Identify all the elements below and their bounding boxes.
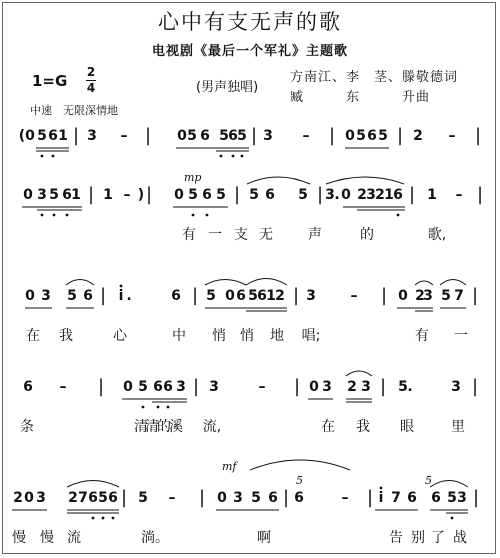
bar-line: | xyxy=(250,125,258,146)
note: 5 xyxy=(356,128,366,144)
bar-line: | xyxy=(144,125,152,146)
score-line-2 xyxy=(0,171,500,247)
bar-line: | xyxy=(198,487,206,508)
note: – xyxy=(59,379,67,395)
bar-line: | xyxy=(191,285,199,306)
note: – xyxy=(341,490,349,506)
lyric-syllable: 歌, xyxy=(427,227,447,243)
note: 5 xyxy=(398,379,408,395)
note: 2 xyxy=(68,490,78,506)
note: 6 xyxy=(202,187,212,203)
note: 3 xyxy=(209,379,219,395)
lyric-syllable: 别 xyxy=(411,530,425,546)
lyric-syllable: 战 xyxy=(453,530,467,546)
note: 3 xyxy=(325,187,335,203)
note: 5 xyxy=(249,187,259,203)
note: 5 xyxy=(441,288,451,304)
note: 6 xyxy=(393,187,403,203)
note: 6 xyxy=(83,288,93,304)
note: 3 xyxy=(306,288,316,304)
note: 2 xyxy=(275,288,285,304)
lyric-syllable: 清 xyxy=(134,419,148,435)
note: 3 xyxy=(366,187,376,203)
note: – xyxy=(120,128,128,144)
note: 0 xyxy=(345,128,355,144)
bar-line: | xyxy=(192,376,200,397)
note: 6 xyxy=(367,128,377,144)
lyric-syllable: 在 xyxy=(26,328,40,344)
note: 6 xyxy=(62,187,72,203)
note: 2 xyxy=(415,288,425,304)
lyric-syllable: 淌。 xyxy=(141,530,169,546)
note: 7 xyxy=(391,490,401,506)
lyric-syllable: 有 xyxy=(415,328,429,344)
note: 0 xyxy=(309,379,319,395)
lyric-syllable: 溪 xyxy=(169,419,183,435)
tempo-marking: 中速 无限深情地 xyxy=(30,104,118,117)
bar-line: | xyxy=(408,184,416,205)
lyric-syllable: 清 xyxy=(145,419,159,435)
note: 2 xyxy=(347,379,357,395)
note: 3 xyxy=(36,490,46,506)
note: 7 xyxy=(454,288,464,304)
note: 3 xyxy=(451,379,461,395)
note: 6 xyxy=(108,490,118,506)
score-line-5 xyxy=(0,460,500,550)
note: 0 xyxy=(25,128,35,144)
note: 5 xyxy=(378,128,388,144)
lyric-syllable: 心 xyxy=(113,328,127,344)
note: – xyxy=(455,187,463,203)
note: 3 xyxy=(37,187,47,203)
note: 7 xyxy=(78,490,88,506)
lyric-syllable: 我 xyxy=(59,328,73,344)
note: 5 xyxy=(37,128,47,144)
note: 6 xyxy=(236,288,246,304)
dynamic-mark: 5 xyxy=(296,474,303,487)
note: 6 xyxy=(431,490,441,506)
bar-line: | xyxy=(476,184,484,205)
note: 3 xyxy=(322,379,332,395)
note: 2 xyxy=(375,187,385,203)
note: 0 xyxy=(23,187,33,203)
note: 6 xyxy=(48,128,58,144)
bar-line: | xyxy=(471,376,479,397)
note: 0 xyxy=(398,288,408,304)
note: ( xyxy=(18,128,26,144)
note: . xyxy=(334,187,340,203)
dynamic-mark: mf xyxy=(222,460,237,473)
bar-line: | xyxy=(366,487,374,508)
lyric-syllable: 里 xyxy=(451,419,465,435)
lyric-syllable: 的 xyxy=(157,419,171,435)
bar-line: | xyxy=(282,487,290,508)
note: 5 xyxy=(216,187,226,203)
composer-credit: 臧 东 升曲 xyxy=(290,90,431,105)
note: 3 xyxy=(41,288,51,304)
note: 6 xyxy=(163,379,173,395)
lyric-syllable: 无 xyxy=(259,227,273,243)
bar-line: | xyxy=(233,184,241,205)
lyricist-credit: 方南江、李 茎、滕敬德词 xyxy=(290,70,459,85)
bar-line: | xyxy=(379,376,387,397)
note: 1 xyxy=(266,288,276,304)
note: i xyxy=(118,288,124,304)
note: 5 xyxy=(248,288,258,304)
lyric-syllable: 中 xyxy=(172,328,186,344)
bar-line: | xyxy=(293,376,301,397)
bar-line: | xyxy=(396,125,404,146)
note: 6 xyxy=(200,128,210,144)
lyric-syllable: 慢 xyxy=(12,530,26,546)
note: 6 xyxy=(23,379,33,395)
note: 5 xyxy=(298,187,308,203)
note: – xyxy=(302,128,310,144)
note: – xyxy=(350,288,358,304)
note: 0 xyxy=(174,187,184,203)
time-signature xyxy=(86,66,96,95)
score-line-4 xyxy=(0,376,500,439)
note: 5 xyxy=(237,128,247,144)
note: . xyxy=(126,288,132,304)
note: 1 xyxy=(384,187,394,203)
meter-top: 2 xyxy=(86,65,96,79)
bar-line: | xyxy=(292,285,300,306)
note: . xyxy=(407,379,413,395)
lyric-syllable: 眼 xyxy=(400,419,414,435)
note: i xyxy=(378,490,384,506)
lyric-syllable: 的 xyxy=(360,227,374,243)
score-line-3 xyxy=(0,285,500,348)
score-line-1 xyxy=(0,125,500,188)
bar-line: | xyxy=(87,184,95,205)
song-title: 心中有支无声的歌 xyxy=(158,10,342,34)
note: 5 xyxy=(138,379,148,395)
bar-line: | xyxy=(471,285,479,306)
voice-type: (男声独唱) xyxy=(196,80,259,95)
bar-line: | xyxy=(328,125,336,146)
lyric-syllable: 在 xyxy=(321,419,335,435)
note: 5 xyxy=(138,490,148,506)
note: 3 xyxy=(87,128,97,144)
note: 6 xyxy=(407,490,417,506)
key-signature: 1=G xyxy=(32,72,68,90)
note: 2 xyxy=(13,490,23,506)
note: – xyxy=(448,128,456,144)
lyric-syllable: 了 xyxy=(431,530,445,546)
note: 1 xyxy=(427,187,437,203)
note: – xyxy=(123,187,131,203)
note: 0 xyxy=(25,288,35,304)
lyric-syllable: 一 xyxy=(208,227,222,243)
note: 3 xyxy=(233,490,243,506)
dynamic-mark: mp xyxy=(184,171,202,184)
lyric-syllable: 一 xyxy=(454,328,468,344)
note: 5 xyxy=(447,490,457,506)
lyric-syllable: 流, xyxy=(202,419,222,435)
note: 0 xyxy=(24,490,34,506)
note: 0 xyxy=(177,128,187,144)
lyric-syllable: 我 xyxy=(356,419,370,435)
bar-line: | xyxy=(120,487,128,508)
note: 3 xyxy=(176,379,186,395)
note: 3 xyxy=(423,288,433,304)
bar-line: | xyxy=(99,285,107,306)
note: 6 xyxy=(171,288,181,304)
note: 0 xyxy=(217,490,227,506)
bar-line: | xyxy=(72,125,80,146)
note: 6 xyxy=(257,288,267,304)
lyric-syllable: 地 xyxy=(270,328,284,344)
lyric-syllable: 悄 xyxy=(240,328,254,344)
dynamic-mark: 5 xyxy=(425,474,432,487)
note: 6 xyxy=(294,490,304,506)
note: 2 xyxy=(413,128,423,144)
note: 2 xyxy=(357,187,367,203)
note: 5 xyxy=(219,128,229,144)
bar-line: | xyxy=(145,184,153,205)
note: 0 xyxy=(123,379,133,395)
bar-line: | xyxy=(316,184,324,205)
note: – xyxy=(168,490,176,506)
lyric-syllable: 唱; xyxy=(301,328,321,344)
note: 3 xyxy=(263,128,273,144)
bar-line: | xyxy=(97,376,105,397)
note: 6 xyxy=(228,128,238,144)
note: 0 xyxy=(225,288,235,304)
lyric-syllable: 慢 xyxy=(40,530,54,546)
bar-line: | xyxy=(380,285,388,306)
lyric-syllable: 条 xyxy=(20,419,34,435)
meter-bottom: 4 xyxy=(86,81,96,95)
note: 5 xyxy=(67,288,77,304)
note: 1 xyxy=(71,187,81,203)
lyric-syllable: 悄 xyxy=(212,328,226,344)
note: 6 xyxy=(88,490,98,506)
bar-line: | xyxy=(474,125,482,146)
note: 6 xyxy=(153,379,163,395)
note: 5 xyxy=(206,288,216,304)
note: 5 xyxy=(49,187,59,203)
lyric-syllable: 啊 xyxy=(257,530,271,546)
lyric-syllable: 支 xyxy=(234,227,248,243)
note: 5 xyxy=(188,187,198,203)
note: 3 xyxy=(361,379,371,395)
lyric-syllable: 告 xyxy=(389,530,403,546)
note: 1 xyxy=(103,187,113,203)
lyric-syllable: 流 xyxy=(67,530,81,546)
lyric-syllable: 有 xyxy=(182,227,196,243)
song-subtitle: 电视剧《最后一个军礼》主题歌 xyxy=(151,44,348,59)
note: 6 xyxy=(268,490,278,506)
lyric-syllable: 声 xyxy=(308,227,322,243)
note: – xyxy=(258,379,266,395)
note: ) xyxy=(137,187,145,203)
note: 6 xyxy=(265,187,275,203)
note: 1 xyxy=(58,128,68,144)
note: 0 xyxy=(341,187,351,203)
note: 5 xyxy=(251,490,261,506)
note: 3 xyxy=(457,490,467,506)
note: 5 xyxy=(98,490,108,506)
note: 5 xyxy=(187,128,197,144)
bar-line: | xyxy=(472,487,480,508)
